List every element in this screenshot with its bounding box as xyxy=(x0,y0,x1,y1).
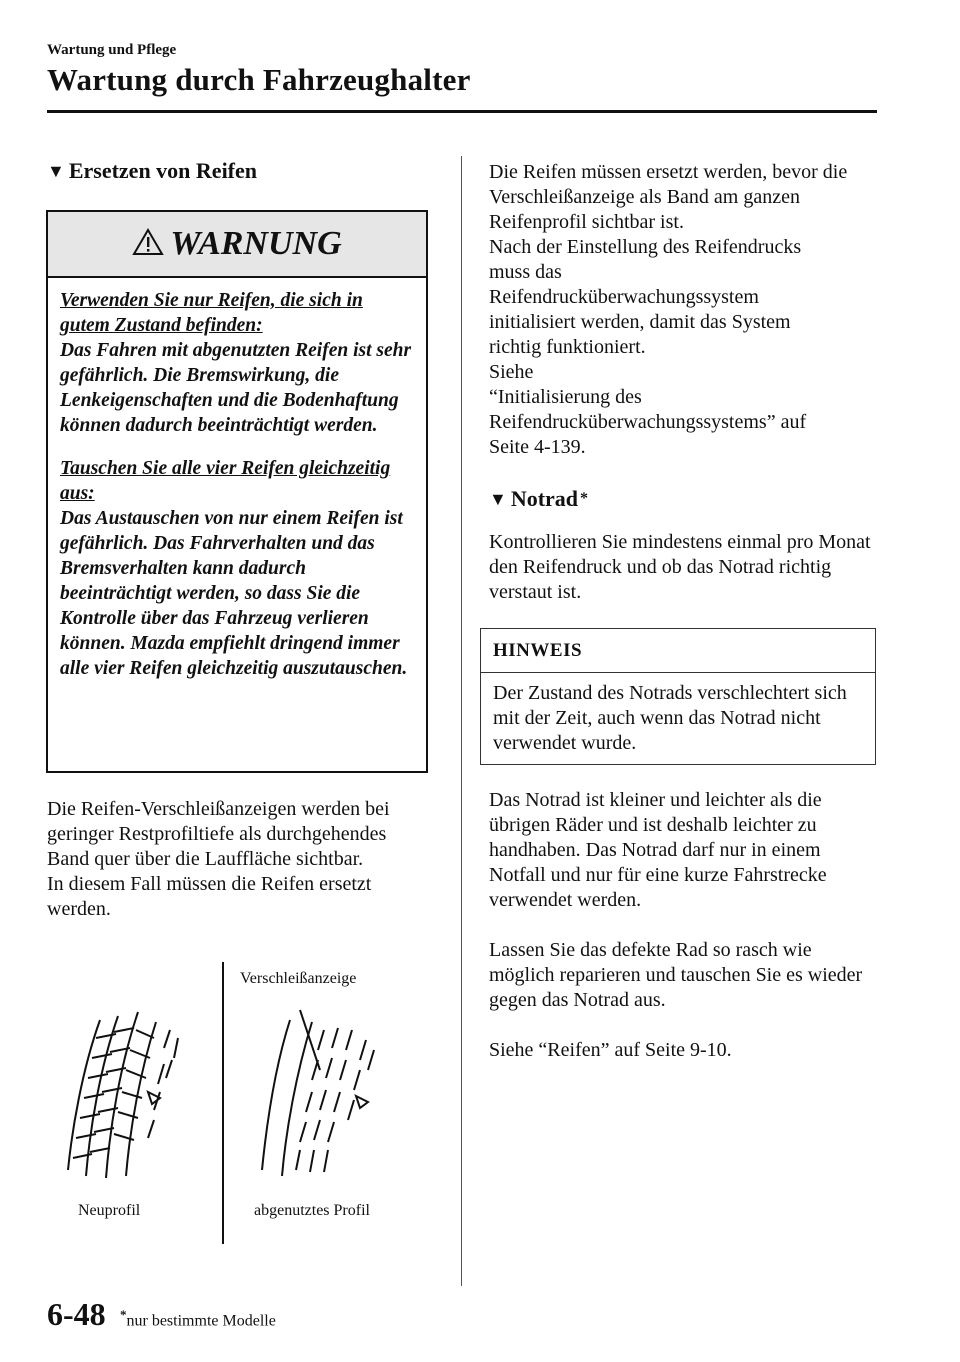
tread-figure xyxy=(60,1000,390,1195)
warning-p2-text: Das Austauschen von nur einem Reifen ist gefährlich. Das Fahrverhalten und das Bremsverhalten kann dadurch beeinträchtigt werden, so dass Sie die Kontrolle über das Fahrzeug verlieren können. Mazda empfiehlt dringend immer alle vier Reifen gleichzeitig auszutauschen. xyxy=(60,508,408,679)
section-label: Wartung und Pflege xyxy=(47,42,177,58)
tpms-line: Reifendrucküberwachungssystem xyxy=(489,286,759,308)
tpms-line: muss das xyxy=(489,261,562,283)
note-header: HINWEIS xyxy=(481,629,875,673)
warning-body xyxy=(48,278,426,681)
tpms-line: Reifendrucküberwachungssystems” auf xyxy=(489,411,807,433)
tire-replacement-heading xyxy=(47,158,257,184)
asterisk-icon: * xyxy=(120,1307,127,1322)
asterisk-icon: * xyxy=(580,490,589,507)
repair-paragraph: Lassen Sie das defekte Rad so rasch wie möglich reparieren und tauschen Sie es wieder gegen das Notrad aus. xyxy=(489,939,863,1011)
tpms-line: Siehe xyxy=(489,361,534,383)
warning-paragraph-2 xyxy=(60,456,416,681)
heading-text: Notrad xyxy=(510,486,579,511)
tpms-line: Nach der Einstellung des Reifendrucks xyxy=(489,236,802,258)
tpms-line: initialisiert werden, damit das System xyxy=(489,311,791,333)
title-rule xyxy=(47,110,877,113)
heading-text: Ersetzen von Reifen xyxy=(68,158,258,183)
right-body-top xyxy=(489,160,881,460)
triangle-down-icon: ▼ xyxy=(489,488,507,509)
replace-before-paragraph: Die Reifen müssen ersetzt werden, bevor die Verschleißanzeige als Band am ganzen Reifenprofil sichtbar ist. xyxy=(489,161,848,233)
new-tread-caption: Neuprofil xyxy=(78,1202,141,1219)
tpms-line: richtig funktioniert. xyxy=(489,336,646,358)
page-title: Wartung durch Fahrzeughalter xyxy=(47,62,471,97)
warning-box xyxy=(46,210,428,773)
warning-header xyxy=(48,212,426,278)
spare-wheel-heading xyxy=(489,486,588,512)
warning-paragraph-1 xyxy=(60,288,416,438)
footnote-text: nur bestimmte Modelle xyxy=(126,1312,276,1330)
tpms-paragraph xyxy=(489,235,881,460)
right-body-bottom xyxy=(489,788,881,1088)
warning-triangle-icon xyxy=(132,228,164,261)
spare-info-paragraph: Das Notrad ist kleiner und leichter als die übrigen Räder und ist deshalb leichter zu handhaben. Das Notrad darf nur in einem Notfall und nur für eine kurze Fahrstrecke verwendet werden. xyxy=(489,789,827,911)
wear-indicator-paragraph: Die Reifen-Verschleißanzeigen werden bei geringer Restprofiltiefe als durchgehendes Band quer über die Lauffläche sichtbar. xyxy=(47,798,390,870)
warning-label: WARNUNG xyxy=(170,225,342,262)
tpms-line: “Initialisierung des xyxy=(489,386,642,408)
spare-check-paragraph: Kontrollieren Sie mindestens einmal pro Monat den Reifendruck und ob das Notrad richtig verstaut ist. xyxy=(489,531,871,603)
note-box xyxy=(480,628,876,765)
triangle-down-icon: ▼ xyxy=(47,160,65,181)
wear-indicator-label: Verschleißanzeige xyxy=(240,970,357,987)
warning-p2-heading: Tauschen Sie alle vier Reifen gleichzeitig aus: xyxy=(60,458,391,504)
replace-paragraph: In diesem Fall müssen die Reifen ersetzt werden. xyxy=(47,873,372,920)
tpms-line: Seite 4-139. xyxy=(489,436,586,458)
worn-tread-caption: abgenutztes Profil xyxy=(254,1202,370,1219)
footnote xyxy=(120,1307,276,1330)
column-divider xyxy=(461,156,462,1286)
warning-p1-heading: Verwenden Sie nur Reifen, die sich in gutem Zustand befinden: xyxy=(60,290,363,336)
left-body xyxy=(47,797,417,922)
note-text: Der Zustand des Notrads verschlechtert sich mit der Zeit, auch wenn das Notrad nicht verwendet wurde. xyxy=(493,682,847,754)
warning-p1-text: Das Fahren mit abgenutzten Reifen ist sehr gefährlich. Die Bremswirkung, die Lenkeigenschaften und die Bodenhaftung können dadurch beeinträchtigt werden. xyxy=(60,340,412,436)
see-tires-paragraph: Siehe “Reifen” auf Seite 9-10. xyxy=(489,1039,732,1061)
page-number: 6-48 xyxy=(47,1296,106,1332)
